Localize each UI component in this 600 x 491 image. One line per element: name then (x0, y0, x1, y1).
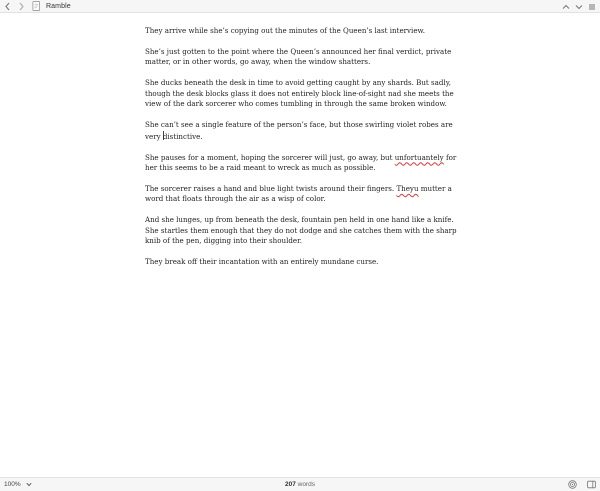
paragraph-text: mutter a word that floats through the air as a wisp of color. (145, 183, 452, 204)
vertical-scrollbar[interactable] (592, 28, 600, 491)
chevron-left-icon (4, 2, 11, 11)
paragraph-text: The sorcerer raises a hand and blue light twists around their fingers. (145, 183, 397, 193)
paragraph-text: d (162, 131, 168, 141)
more-options-button[interactable] (586, 0, 598, 13)
status-bar (0, 477, 600, 491)
chevron-up-icon (562, 3, 570, 11)
paragraph-text: S (145, 120, 150, 130)
word-count (0, 481, 600, 488)
writing-goal-button[interactable] (568, 480, 577, 491)
zoom-value: 100% (4, 481, 21, 488)
list-menu-icon (588, 3, 596, 11)
paragraph-text: he can’t see a single feature of the person’s face, but those swirling violet robes are very (145, 120, 453, 141)
previous-button[interactable] (560, 0, 572, 13)
paragraph-text: istinctive. (167, 131, 203, 141)
document-icon (32, 1, 42, 12)
word-count-value[interactable]: 207 (284, 481, 296, 488)
word-count-label[interactable]: words (297, 481, 315, 488)
document-title: Ramble (46, 2, 71, 10)
editor-area[interactable] (0, 14, 600, 477)
sidebar-toggle-button[interactable] (587, 480, 596, 491)
chevron-down-icon (26, 482, 32, 487)
misspelled-word[interactable]: unfortuantely (394, 152, 444, 162)
paragraph[interactable] (145, 120, 457, 142)
paragraph-text: She pauses for a moment, hoping the sorcerer will just, go away, but (145, 152, 395, 162)
paragraph[interactable]: They break off their incantation with an entirely mundane curse. (145, 257, 379, 267)
paragraph[interactable]: She’s just gotten to the point where the Queen’s announced her final verdict, private matter, or in other words, go away, when the window shatters. (145, 46, 452, 67)
paragraph[interactable]: They arrive while she’s copying out the minutes of the Queen’s last interview. (145, 26, 426, 35)
sidebar-icon (587, 480, 596, 489)
next-button[interactable] (573, 0, 585, 13)
zoom-select[interactable] (4, 481, 32, 488)
paragraph[interactable]: She ducks beneath the desk in time to avoid getting caught by any shards. But sadly, though the desk blocks glass it does not entirely block line-of-sight nad she meets the view of the dark sorcerer who comes tumbling in through the same broken window. (145, 78, 454, 109)
forward-button[interactable] (14, 0, 28, 13)
target-icon (568, 480, 577, 489)
back-button[interactable] (0, 0, 14, 13)
chevron-right-icon (18, 2, 25, 11)
document-body[interactable] (145, 26, 457, 278)
chevron-down-icon (575, 3, 583, 11)
paragraph[interactable]: And she lunges, up from beneath the desk, fountain pen held in one hand like a knife. She startles them enough that they do not dodge and she catches them with the sharp knib of the pen, digging into their shoulder. (145, 215, 457, 246)
paragraph-text: for her this seems to be a raid meant to wreck as much as possible. (145, 152, 457, 173)
misspelled-word[interactable]: Theyu (396, 183, 419, 193)
paragraph[interactable] (145, 184, 457, 205)
title-bar (0, 0, 600, 13)
paragraph[interactable] (145, 153, 457, 174)
